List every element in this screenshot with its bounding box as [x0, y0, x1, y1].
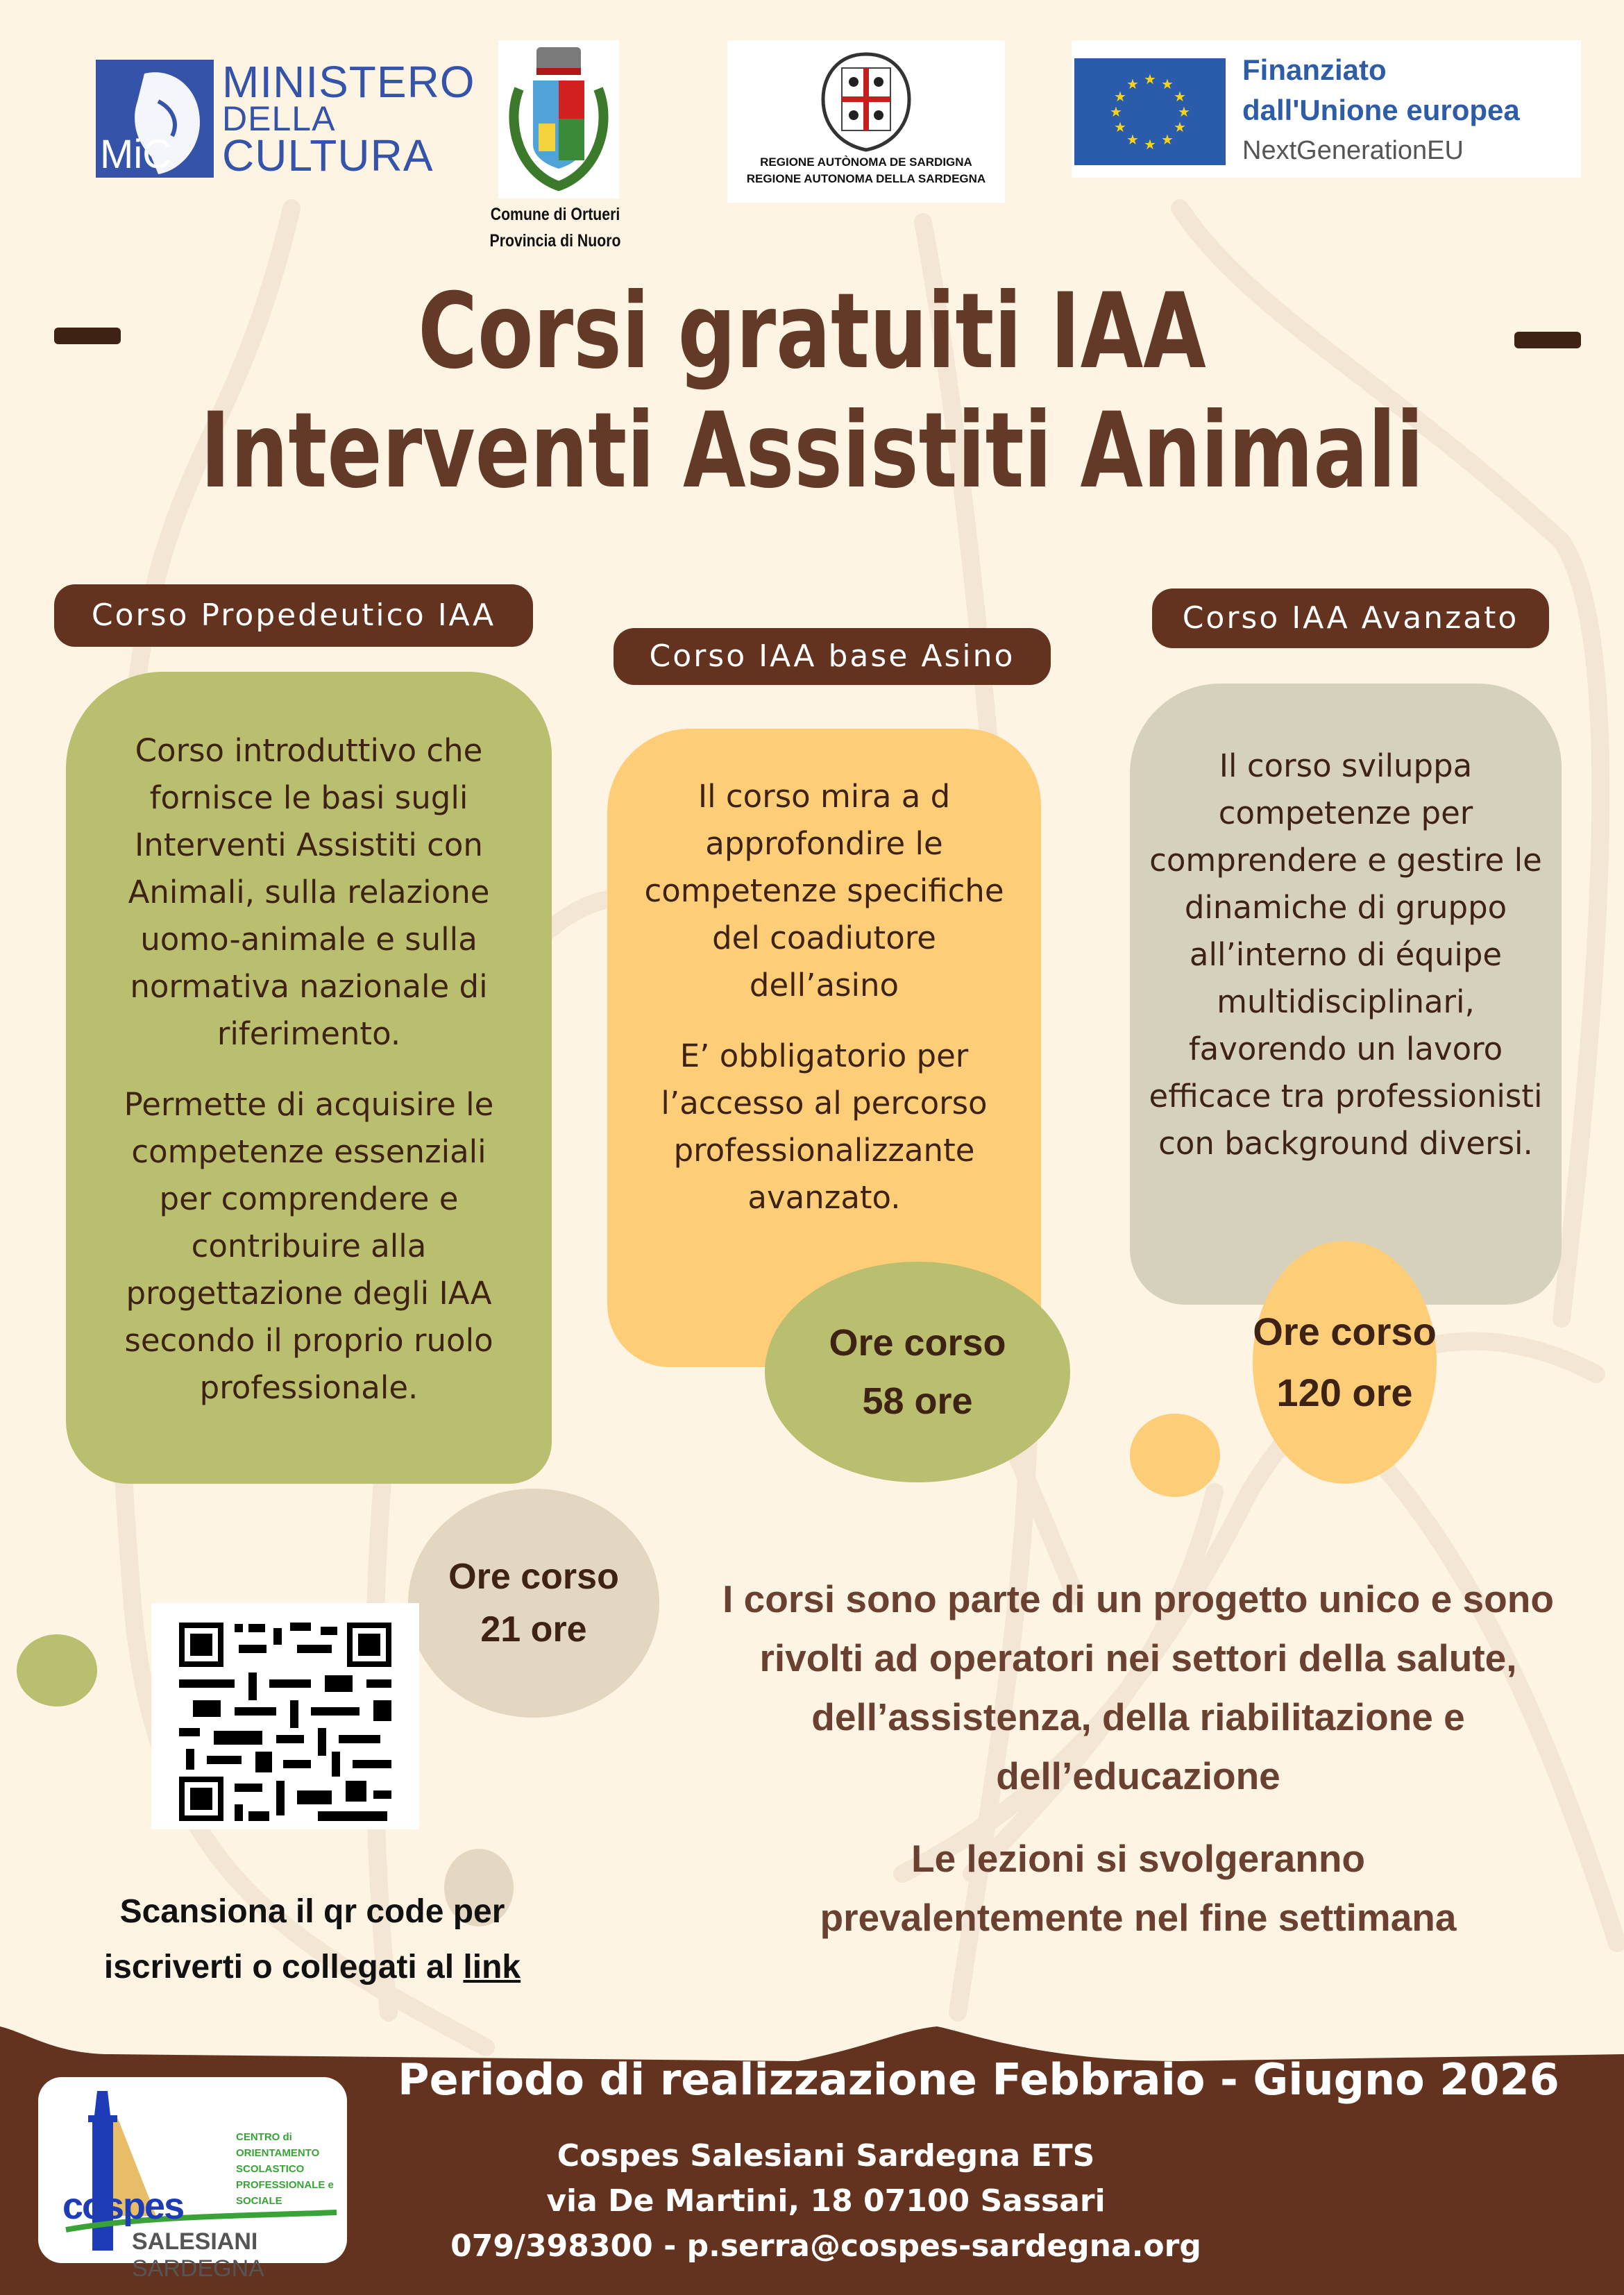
sardinia-shield-icon — [727, 40, 1005, 151]
eu-line3: NextGenerationEU — [1242, 136, 1464, 165]
eu-funding-text — [1242, 50, 1520, 130]
mic-line-3: CULTURA — [222, 130, 434, 180]
svg-text:★: ★ — [1161, 131, 1174, 148]
hours-label: Ore corso — [829, 1322, 1006, 1364]
course-hours-badge — [765, 1262, 1070, 1482]
qr-code[interactable] — [151, 1603, 419, 1829]
registration-link[interactable]: link — [463, 1949, 521, 1985]
svg-text:★: ★ — [1144, 136, 1156, 153]
org-name: Cospes Salesiani Sardegna ETS — [557, 2138, 1095, 2174]
sardegna-caption-line1: REGIONE AUTÒNOMA DE SARDIGNA — [760, 155, 972, 169]
course-label-base-asino: Corso IAA base Asino — [614, 628, 1051, 685]
svg-text:★: ★ — [1126, 131, 1139, 148]
mic-line-2: DELLA — [222, 99, 336, 138]
course-card-avanzato — [1130, 684, 1562, 1305]
cospes-tagline — [236, 2129, 334, 2209]
schedule-note: Le lezioni si svolgeranno prevalentemente nel fine settimana — [820, 1837, 1457, 1939]
salesiani-text: SALESIANI — [132, 2228, 258, 2255]
page-title-line1: Corsi gratuiti IAA — [418, 271, 1206, 392]
salesiani-sardegna — [132, 2228, 347, 2283]
hours-value: 120 ore — [1276, 1371, 1413, 1414]
hours-value: 58 ore — [862, 1380, 973, 1422]
project-description: I corsi sono parte di un progetto unico e sono rivolti ad operatori nei settori della salute, dell’assistenza, della riabilitazione e dell’educazione — [722, 1577, 1554, 1797]
logo-ministero-cultura — [96, 57, 475, 180]
course-card-propedeutico — [66, 672, 552, 1484]
ortueri-caption — [444, 201, 666, 254]
mic-line-1: MINISTERO — [222, 57, 475, 107]
org-address: via De Martini, 18 07100 Sassari — [546, 2183, 1106, 2219]
mic-badge-text: MiC — [100, 132, 172, 177]
course-hours-badge — [408, 1489, 659, 1718]
course-description: Corso introduttivo che fornisce le basi sugli Interventi Assistiti con Animali, sulla relazione uomo-animale e sulla normativa nazionale di riferimento. — [128, 732, 490, 1052]
hours-value: 21 ore — [480, 1609, 587, 1650]
qr-caption-line1: Scansiona il qr code per — [119, 1893, 505, 1930]
tagline-line: CENTRO di — [236, 2131, 292, 2143]
ortueri-caption-line1: Comune di Ortueri — [490, 205, 620, 224]
cospes-wordmark: cospes — [62, 2185, 184, 2227]
svg-text:★: ★ — [1178, 103, 1190, 120]
svg-text:★: ★ — [1126, 76, 1139, 92]
tagline-line: PROFESSIONALE e — [236, 2179, 334, 2191]
coat-of-arms-icon — [498, 40, 619, 198]
tagline-line: SCOLASTICO — [236, 2163, 305, 2175]
svg-text:★: ★ — [1114, 119, 1126, 135]
course-label-propedeutico: Corso Propedeutico IAA — [54, 584, 533, 647]
svg-text:★: ★ — [1161, 76, 1174, 92]
page-title-line2: Interventi Assistiti Animali — [200, 391, 1424, 511]
eu-flag-icon — [1074, 58, 1226, 165]
course-description: Il corso mira a d approfondire le competenze specifiche del coadiutore dell’asino — [644, 778, 1004, 1003]
qr-caption — [28, 1884, 597, 1995]
svg-text:★: ★ — [1114, 88, 1126, 105]
svg-text:★: ★ — [1144, 71, 1156, 87]
svg-text:★: ★ — [1174, 88, 1186, 105]
hours-label: Ore corso — [448, 1557, 619, 1597]
course-description: Permette di acquisire le competenze essenziali per comprendere e contribuire alla progettazione degli IAA secondo il proprio ruolo professionale. — [124, 1086, 494, 1406]
svg-text:★: ★ — [1110, 103, 1122, 120]
org-contact[interactable]: 079/398300 - p.serra@cospes-sardegna.org — [450, 2228, 1201, 2264]
tagline-line: ORIENTAMENTO — [236, 2147, 320, 2159]
title-dash-right — [1514, 332, 1581, 348]
sardegna-text: SARDEGNA — [132, 2255, 264, 2282]
qr-caption-line2: iscriverti o collegati al — [103, 1949, 464, 1985]
period-text: Periodo di realizzazione Febbraio - Giugno 2026 — [398, 2054, 1559, 2105]
logo-comune-ortueri — [498, 40, 619, 198]
course-hours-badge — [1253, 1241, 1437, 1484]
eu-line2: dall'Unione europea — [1242, 94, 1520, 126]
ortueri-caption-line2: Provincia di Nuoro — [489, 231, 621, 251]
cospes-logo — [38, 2077, 347, 2282]
tagline-line: SOCIALE — [236, 2195, 282, 2207]
mic-badge — [96, 60, 214, 178]
course-description: E’ obbligatorio per l’accesso al percorso professionalizzante avanzato. — [661, 1038, 988, 1216]
svg-text:★: ★ — [1174, 119, 1186, 135]
course-label-avanzato: Corso IAA Avanzato — [1152, 588, 1549, 648]
sardegna-caption-line2: REGIONE AUTONOMA DELLA SARDEGNA — [746, 172, 986, 185]
eu-line1: Finanziato — [1242, 53, 1387, 86]
hours-label: Ore corso — [1253, 1310, 1437, 1353]
sardegna-caption — [727, 154, 1005, 187]
course-description: Il corso sviluppa competenze per comprendere e gestire le dinamiche di gruppo all’interno di équipe multidisciplinari, favorendo un lavoro efficace tra professionisti con background diversi. — [1149, 747, 1543, 1162]
qr-code-icon — [151, 1603, 419, 1829]
title-dash-left — [54, 328, 121, 344]
